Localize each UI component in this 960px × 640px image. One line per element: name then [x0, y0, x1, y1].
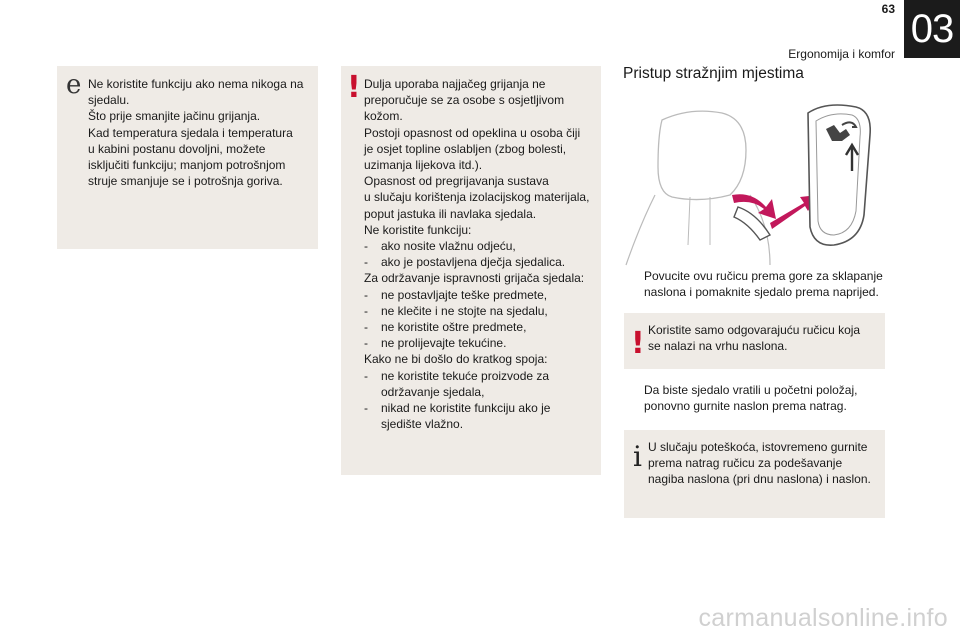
list-item-line: - ne koristite tekuće proizvode za [381, 368, 550, 383]
info-line: nagiba naslona (pri dnu naslona) i naslon. [648, 472, 871, 487]
info-icon: i [633, 440, 642, 473]
list-item: - ne koristite oštre predmete, [364, 319, 600, 335]
list-item: - ne klečite i ne stojte na sjedalu, [364, 303, 600, 319]
eco-line: Što prije smanjite jačinu grijanja. [88, 109, 261, 124]
list-item-line: održavanje sjedala, [381, 384, 485, 399]
seat-lever-illustration [620, 95, 890, 270]
warning-line: se nalazi na vrhu naslona. [648, 339, 788, 354]
info-note-text [648, 439, 882, 488]
warning-line: Koristite samo odgovarajuću ručicu koja [648, 323, 861, 337]
short-circuit-heading: Kako ne bi došlo do kratkog spoja: [364, 352, 548, 367]
warning-line: preporučuje se za osobe s osjetljivom [364, 93, 565, 108]
headrest-post [688, 197, 710, 245]
maintenance-heading: Za održavanje ispravnosti grijača sjedala: [364, 271, 585, 286]
step-line: ponovno gurnite naslon prema natrag. [644, 399, 847, 414]
page-number: 63 [881, 2, 895, 16]
seat-back-outline [626, 195, 770, 265]
step-line: Povucite ovu ručicu prema gore za sklapanje [644, 269, 883, 283]
section-title: Pristup stražnjim mjestima [623, 65, 804, 82]
list-item: - ako je postavljena dječja sjedalica. [364, 254, 600, 270]
chapter-title: Ergonomija i komfor [788, 47, 895, 61]
warning-line: Ne koristite funkciju: [364, 222, 472, 237]
warning-icon: ! [631, 326, 645, 361]
info-line: prema natrag ručicu za podešavanje [648, 456, 843, 471]
info-note-box [624, 430, 885, 518]
list-item-line: - nikad ne koristite funkciju ako je [381, 401, 551, 416]
step-line: naslona i pomaknite sjedalo prema naprijed. [644, 285, 879, 300]
list-item-line: sjedište vlažno. [381, 417, 464, 432]
warning-line: uzimanja lijekova itd.). [364, 158, 483, 173]
list-item [364, 400, 600, 432]
watermark: carmanualsonline.info [698, 604, 948, 632]
eco-line: struje smanjuje se i potrošnja goriva. [88, 174, 283, 189]
list-item: - ne postavljajte teške predmete, [364, 287, 600, 303]
warning-line: u slučaju korištenja izolacijskog materijala, [364, 190, 590, 205]
heating-warning-text [364, 76, 600, 432]
info-line: U slučaju poteškoća, istovremeno gurnite [648, 440, 868, 454]
warning-line: Dulja uporaba najjačeg grijanja ne [364, 77, 546, 91]
headrest-outline [658, 111, 746, 199]
eco-icon: e [66, 70, 82, 100]
list-item: - ako nosite vlažnu odjeću, [364, 238, 600, 254]
chapter-number-badge: 03 [904, 0, 960, 58]
eco-line: Ne koristite funkciju ako nema nikoga na [88, 77, 304, 91]
warning-icon: ! [347, 70, 361, 105]
warning-line: Postoji opasnost od opeklina u osoba čiji [364, 125, 581, 140]
warning-line: poput jastuka ili navlaka sjedala. [364, 206, 537, 221]
eco-line: isključiti funkciju; manjom potrošnjom [88, 158, 286, 173]
warning-line: kožom. [364, 109, 403, 124]
list-item: - ne prolijevajte tekućine. [364, 335, 600, 351]
lever-warning-text [648, 322, 882, 354]
step-line: Da biste sjedalo vratili u početni položaj, [644, 383, 858, 397]
eco-line: sjedalu. [88, 93, 130, 108]
eco-line: u kabini postanu dovoljni, možete [88, 141, 266, 156]
eco-note-box [57, 66, 318, 249]
warning-line: Opasnost od pregrijavanja sustava [364, 174, 549, 189]
list-item [364, 368, 600, 400]
lever-warning-box [624, 313, 885, 369]
step-2 [624, 382, 894, 414]
eco-line: Kad temperatura sjedala i temperatura [88, 125, 293, 140]
heating-warning-box [341, 66, 601, 475]
step-1 [624, 268, 894, 300]
eco-note-text [88, 76, 316, 189]
warning-line: je osjet topline oslabljen (zbog bolesti, [364, 141, 567, 156]
